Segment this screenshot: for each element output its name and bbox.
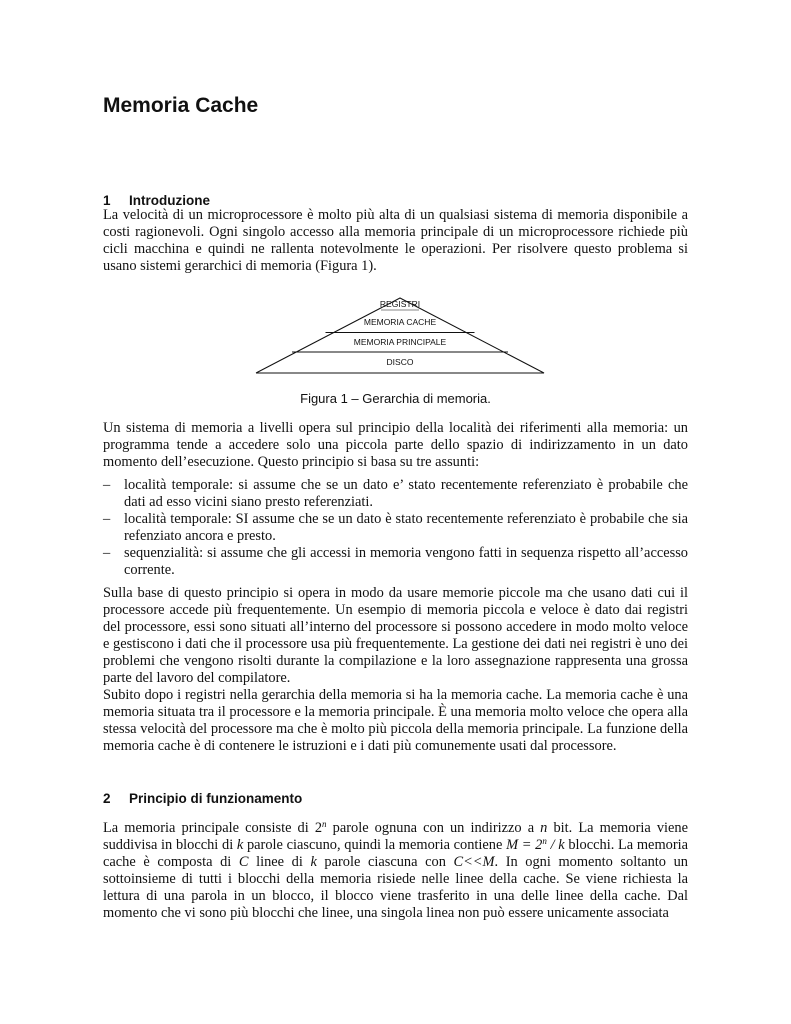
cache-text: Subito dopo i registri nella gerarchia della memoria si ha la memoria cache. La memoria cache è una memoria situata tra il processore e la memoria principale. È una memoria molto veloce che opera alla stessa velocità del processore ma che è molto più piccola della memoria principale. La funzione della memoria cache è di contenere le istruzioni e i dati più comunemente usati dal processore. xyxy=(103,687,688,754)
section-heading-principio xyxy=(103,791,302,806)
text-run: linee di xyxy=(248,854,311,870)
text-run: parole ciascuna con xyxy=(316,854,454,870)
list-item xyxy=(103,511,688,545)
variable-k: k xyxy=(310,854,317,870)
intro-paragraph xyxy=(103,207,688,275)
bullet-dash: – xyxy=(103,545,111,561)
level-disco: DISCO xyxy=(386,357,414,367)
variable-c: C xyxy=(238,854,249,870)
pyramid-diagram xyxy=(255,296,545,376)
intro-text: La velocità di un microprocessore è molto più alta di un qualsiasi sistema di memoria disponibile a costi ragionevoli. Ogni singolo accesso alla memoria principale di un microprocessore richiede più cicli macchina e quindi ne rallenta notevolmente le operazioni. Per risolvere questo problema si usano sistemi gerarchici di memoria (Figura 1). xyxy=(103,207,688,274)
text-run: parole ognuna con un indirizzo a xyxy=(326,820,541,836)
section-title: Introduzione xyxy=(129,193,210,208)
level-memoria-cache: MEMORIA CACHE xyxy=(363,317,437,327)
variable-c-lt-m: C<<M xyxy=(453,854,495,870)
level-memoria-principale: MEMORIA PRINCIPALE xyxy=(353,337,447,347)
section-title: Principio di funzionamento xyxy=(129,791,303,806)
formula-m xyxy=(506,837,565,853)
registers-paragraph xyxy=(103,585,688,755)
principle-paragraph xyxy=(103,820,688,922)
bullet-dash: – xyxy=(103,477,111,493)
level-registri: REGISTRI xyxy=(379,299,421,309)
bullet-dash: – xyxy=(103,511,111,527)
list-item xyxy=(103,477,688,511)
variable-n: n xyxy=(540,820,548,836)
principle-text xyxy=(103,820,688,922)
text-run: blocchi. La memoria cache è composta di xyxy=(103,837,689,870)
list-item-text: sequenzialità: si assume che gli accessi in memoria vengono fatti in sequenza rispetto all’accesso corrente. xyxy=(124,545,688,578)
section-heading-introduzione xyxy=(103,193,210,208)
memory-hierarchy-figure xyxy=(255,296,545,376)
assumptions-list xyxy=(103,477,688,579)
text-run: . In ogni momento soltanto un sottoinsieme di tutti i blocchi della memoria risiede nelle linee della cache. Se viene richiesta la lettura di una parola in un blocco, il blocco viene trasferito in una delle linee della cache. Dal momento che vi sono più blocchi che linee, una singola linea non può essere unicamente associata xyxy=(103,854,688,921)
variable-k: k xyxy=(236,837,244,853)
locality-paragraph xyxy=(103,420,688,471)
list-item xyxy=(103,545,688,579)
text-run: La memoria principale consiste di 2 xyxy=(103,820,323,836)
figure-caption: Figura 1 – Gerarchia di memoria. xyxy=(300,391,491,406)
registers-text: Sulla base di questo principio si opera in modo da usare memorie piccole ma che usano dati cui il processore accede più frequentemente. Un esempio di memoria piccola e veloce è dato dai registri del processore, essi sono situati all’interno del processore si possono accedere in modo molto veloce e gestiscono i dati che il processore usa più frequentemente. La gestione dei dati nei registri è uno dei problemi che vengono risolti durante la compilazione e la loro assegnazione rappresenta una grossa parte del lavoro del compilatore. xyxy=(103,585,688,686)
superscript: n xyxy=(542,836,547,846)
page-title: Memoria Cache xyxy=(103,94,259,117)
formula-part: / k xyxy=(546,837,565,853)
section-number: 1 xyxy=(103,193,111,208)
section-number: 2 xyxy=(103,791,111,806)
text-run: bit. La memoria viene suddivisa in blocchi di xyxy=(103,820,688,853)
list-item-text: località temporale: SI assume che se un dato è stato recentemente referenziato è probabile che sia refenziato ancora e presto. xyxy=(124,511,688,544)
formula-part: M = 2 xyxy=(506,837,543,853)
text-run: parole ciascuno, quindi la memoria contiene xyxy=(243,837,507,853)
superscript: n xyxy=(322,819,327,829)
list-item-text: località temporale: si assume che se un dato e’ stato recentemente referenziato è probabile che dati ad esso vicini siano presto referenziati. xyxy=(124,477,688,510)
locality-text: Un sistema di memoria a livelli opera sul principio della località dei riferimenti alla memoria: un programma tende a accedere solo una piccola parte dello spazio di indirizzamento in un dato momento dell’esecuzione. Questo principio si basa su tre assunti: xyxy=(103,420,688,470)
